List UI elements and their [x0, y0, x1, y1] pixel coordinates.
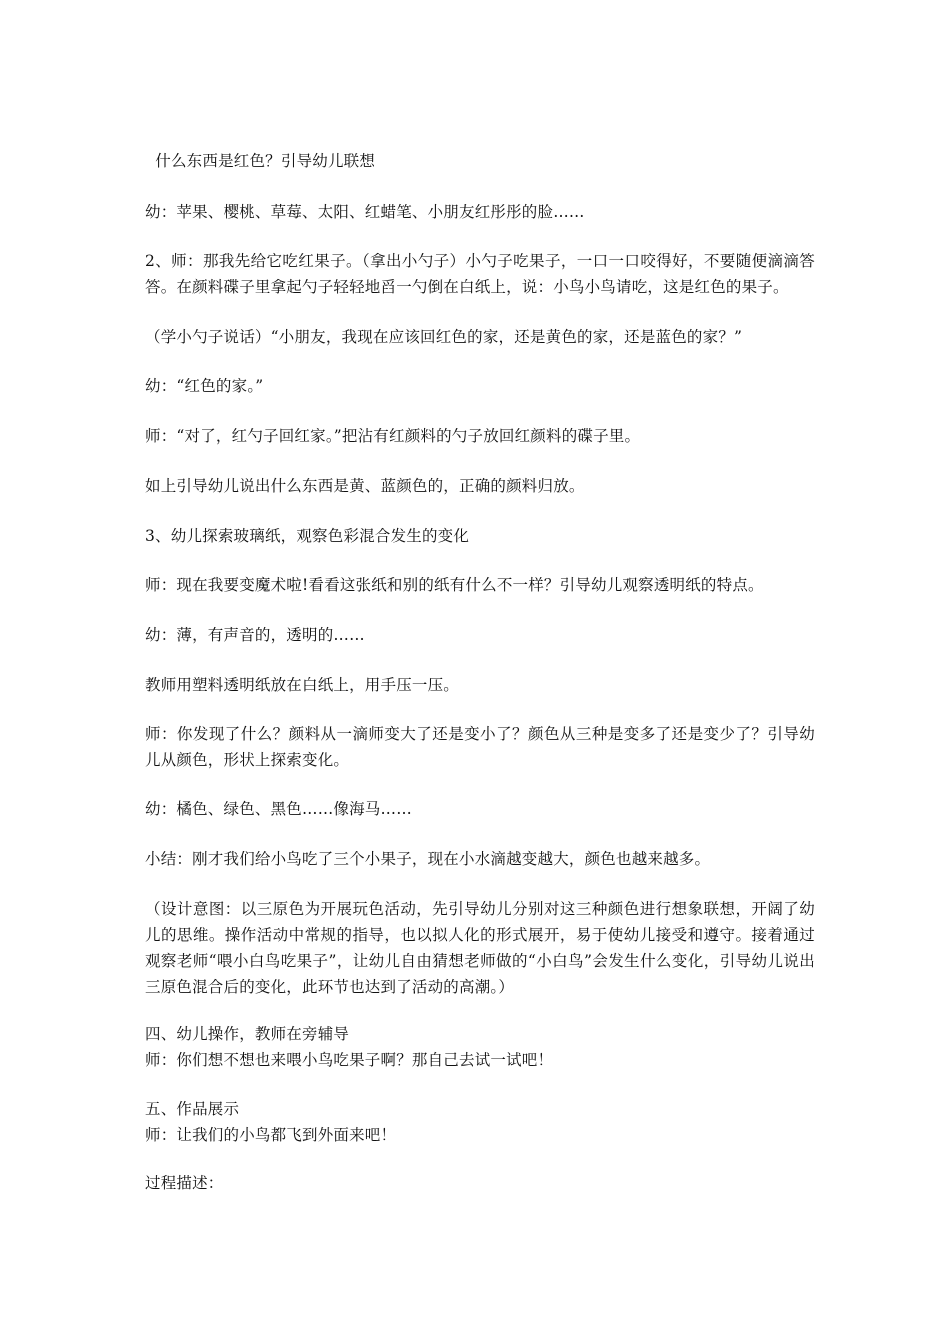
paragraph-red-question: 什么东西是红色？引导幼儿联想: [145, 152, 376, 170]
paragraph-teacher-press: 教师用塑料透明纸放在白纸上，用手压一压。: [145, 676, 460, 694]
paragraph-design-intent: （设计意图：以三原色为开展玩色活动，先引导幼儿分别对这三种颜色进行想象联想，开阔了幼儿的思维。操作活动中常规的指导，也以拟人化的形式展开，易于使幼儿接受和遵守。接着通过观察老师“喂小白鸟吃果子”，让幼儿自由猜想老师做的“小白鸟”会发生什么变化，引导幼儿说出三原色混合后的变化，此环节也达到了活动的高潮。）: [145, 900, 815, 996]
paragraph-step-2: 2、师：那我先给它吃红果子。（拿出小勺子）小勺子吃果子，一口一口咬得好，不要随便滴滴答答。在颜料碟子里拿起勺子轻轻地舀一勺倒在白纸上，说：小鸟小鸟请吃，这是红色的果子。: [145, 252, 815, 296]
paragraph-process: 过程描述：: [145, 1174, 224, 1192]
paragraph-child-answer-red: 幼：苹果、樱桃、草莓、太阳、红蜡笔、小朋友红彤彤的脸……: [145, 203, 585, 221]
paragraph-teacher-red-spoon: 师：“对了，红勺子回红家。”把沾有红颜料的勺子放回红颜料的碟子里。: [145, 427, 641, 445]
section-four: 四、幼儿操作，教师在旁辅导 师：你们想不想也来喂小鸟吃果子啊？那自己去试一试吧！: [145, 1025, 554, 1069]
paragraph-summary: 小结：刚才我们给小鸟吃了三个小果子，现在小水滴越变越大，颜色也越来越多。: [145, 850, 711, 868]
paragraph-spoon-speaks: （学小勺子说话）“小朋友，我现在应该回红色的家，还是黄色的家，还是蓝色的家？”: [145, 328, 743, 346]
paragraph-child-red-home: 幼：“红色的家。”: [145, 377, 264, 395]
paragraph-magic: 师：现在我要变魔术啦!看看这张纸和别的纸有什么不一样？引导幼儿观察透明纸的特点。: [145, 576, 764, 594]
paragraph-what-found: 师：你发现了什么？颜料从一滴师变大了还是变小了？颜色从三种是变多了还是变少了？引导幼儿从颜色，形状上探索变化。: [145, 725, 815, 769]
paragraph-child-thin: 幼：薄，有声音的，透明的……: [145, 626, 365, 644]
paragraph-child-colors: 幼：橘色、绿色、黑色……像海马……: [145, 800, 412, 818]
paragraph-step-3: 3、幼儿探索玻璃纸，观察色彩混合发生的变化: [145, 527, 470, 545]
paragraph-yellow-blue: 如上引导幼儿说出什么东西是黄、蓝颜色的，正确的颜料归放。: [145, 477, 585, 495]
section-five: 五、作品展示 师：让我们的小鸟都飞到外面来吧！: [145, 1100, 397, 1144]
